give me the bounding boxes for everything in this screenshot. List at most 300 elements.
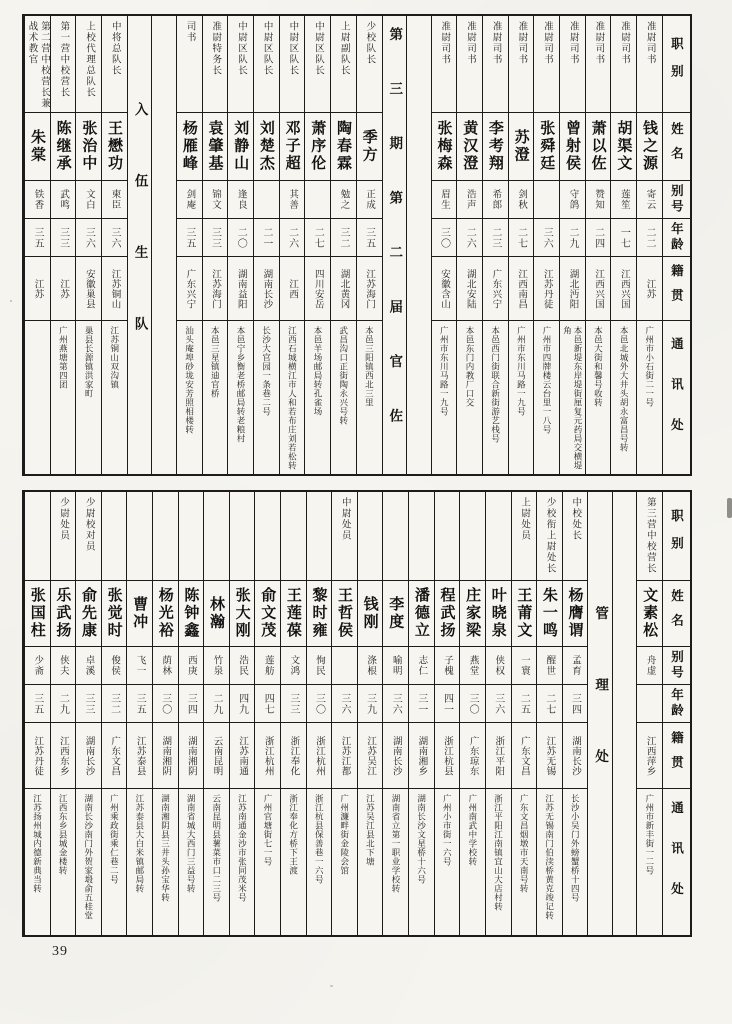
record-column — [357, 492, 383, 935]
native-place-text: 江苏 — [32, 278, 43, 299]
cell-alias — [281, 646, 306, 684]
name-text: 乐武扬 — [54, 587, 72, 640]
cell-position — [435, 492, 460, 580]
age-text: 四七 — [262, 692, 274, 715]
cell-age — [512, 684, 537, 722]
age-text: 三六 — [83, 226, 95, 249]
cell-native-place — [358, 722, 383, 788]
name-text: 邓子超 — [283, 120, 301, 173]
age-text: 三五 — [134, 692, 146, 715]
cell-name — [486, 580, 511, 646]
record-column — [636, 492, 662, 935]
age-text: 三二 — [108, 692, 120, 715]
position-text: 准尉司书 — [490, 21, 501, 65]
record-column — [178, 492, 204, 935]
cell-name — [76, 112, 101, 180]
scan-artifact — [727, 498, 732, 518]
position-text: 中将总队长 — [109, 21, 120, 76]
cell-position — [637, 16, 662, 112]
address-text: 湖南湘阴县三井头孙宝华转 — [160, 794, 171, 902]
record-column — [253, 16, 279, 474]
age-text: 三九 — [364, 692, 376, 715]
cell-position — [509, 16, 534, 112]
address-text: 本邑羊场邮局转孔雀场 — [313, 326, 324, 416]
cell-position — [255, 492, 280, 580]
section-label-cell — [128, 16, 152, 474]
cell-alias — [537, 646, 562, 684]
record-column — [610, 16, 636, 474]
record-column — [126, 492, 152, 935]
cell-address — [281, 788, 306, 935]
alias-text: 一寰 — [518, 655, 529, 676]
address-text: 湖南省立第一职业学校转 — [391, 794, 402, 893]
address-text: 武昌沟口正街陶永兴号转 — [338, 326, 349, 425]
alias-text: 飞一 — [134, 655, 145, 676]
age-text: 二五 — [518, 692, 530, 715]
age-text: 三五 — [363, 226, 375, 249]
alias-text: 勉之 — [338, 189, 349, 210]
address-text: 浙江平阳江南镇宜山大店村转 — [493, 794, 504, 911]
section-label: 第三期第二届官佐 — [387, 27, 403, 463]
name-text: 潘德立 — [412, 587, 430, 640]
cell-name — [228, 112, 253, 180]
cell-position — [228, 16, 253, 112]
column-header — [663, 492, 690, 580]
cell-name — [281, 580, 306, 646]
cell-alias — [177, 180, 202, 218]
cell-address — [280, 320, 305, 474]
alias-text: 莲笙 — [618, 189, 629, 210]
record-column — [280, 492, 306, 935]
cell-address — [51, 788, 76, 935]
cell-address — [76, 320, 101, 474]
cell-name — [254, 112, 279, 180]
cell-address — [204, 788, 229, 935]
name-text: 袁肇基 — [206, 120, 224, 173]
native-place-text: 浙江杭州 — [262, 735, 273, 776]
name-text: 张治中 — [80, 120, 98, 173]
cell-alias — [76, 180, 101, 218]
native-place-text: 四川安岳 — [312, 268, 323, 309]
age-text: 三一 — [415, 692, 427, 715]
age-text: 三〇 — [438, 226, 450, 249]
age-text: 二六 — [464, 226, 476, 249]
cell-name — [357, 112, 382, 180]
cell-name — [127, 580, 152, 646]
native-place-text: 广东文昌 — [109, 735, 120, 776]
cell-position — [563, 492, 588, 580]
cell-native-place — [280, 256, 305, 320]
cell-name — [509, 112, 534, 180]
native-place-text: 广东琼东 — [467, 735, 478, 776]
age-text: 二六 — [286, 226, 298, 249]
cell-name — [560, 112, 585, 180]
name-text: 黄汉澄 — [461, 120, 479, 173]
cell-position — [76, 492, 101, 580]
cell-address — [25, 788, 50, 935]
age-text: 三四 — [185, 692, 197, 715]
page-number: 39 — [52, 944, 68, 959]
cell-native-place — [460, 722, 485, 788]
age-text: 三五 — [31, 692, 43, 715]
name-text: 萧序伦 — [309, 120, 327, 173]
age-text: 三六 — [492, 692, 504, 715]
cell-native-place — [76, 722, 101, 788]
record-column — [485, 492, 511, 935]
record-column — [562, 492, 588, 935]
alias-text: 浩民 — [237, 655, 248, 676]
cell-name — [483, 112, 508, 180]
record-column — [511, 492, 537, 935]
position-text: 司书 — [184, 21, 195, 43]
alias-text: 涤根 — [365, 655, 376, 676]
address-text: 江苏吴江县北下塘 — [365, 794, 376, 866]
cell-position — [102, 16, 127, 112]
cell-address — [230, 788, 255, 935]
position-text: 准尉特务长 — [210, 21, 221, 76]
cell-alias — [563, 646, 588, 684]
address-text: 湖南省城大西门三益号转 — [186, 794, 197, 893]
native-place-text: 湖南益阳 — [235, 268, 246, 309]
address-text: 广州燕塘第四团 — [58, 326, 69, 389]
cell-name — [102, 112, 127, 180]
cell-position — [153, 492, 178, 580]
cell-name — [307, 580, 332, 646]
cell-alias — [204, 646, 229, 684]
age-text: 一七 — [618, 226, 630, 249]
cell-age — [435, 684, 460, 722]
record-column — [382, 492, 408, 935]
position-text: 第一营中校营长 — [58, 21, 69, 98]
native-place-text: 湖北黄冈 — [338, 268, 349, 309]
cell-address — [409, 788, 434, 935]
native-place-text: 江苏海门 — [364, 268, 375, 309]
alias-text: 莲舫 — [262, 655, 273, 676]
name-text: 季方 — [360, 129, 378, 164]
cell-native-place — [332, 722, 357, 788]
cell-age — [331, 218, 356, 256]
address-text: 广州市小石街二一号 — [644, 326, 655, 407]
record-column — [101, 492, 127, 935]
cell-position — [51, 492, 76, 580]
address-text: 本邑北城外大井头胡永富昌号转 — [619, 326, 630, 452]
native-place-text: 湖北安陆 — [464, 268, 475, 309]
cell-age — [332, 684, 357, 722]
cell-age — [483, 218, 508, 256]
position-text: 中尉处员 — [339, 497, 350, 541]
alias-text: 武鸣 — [58, 189, 69, 210]
age-text: 三三 — [57, 226, 69, 249]
native-place-text: 江苏 — [58, 278, 69, 299]
cell-age — [432, 218, 457, 256]
cell-name — [637, 580, 662, 646]
column-header — [663, 112, 690, 180]
cell-name — [358, 580, 383, 646]
position-text: 中尉区队长 — [313, 21, 324, 76]
alias-text: 守鸽 — [567, 189, 578, 210]
cell-age — [534, 218, 559, 256]
native-place-text: 江苏丹徒 — [32, 735, 43, 776]
cell-address — [563, 788, 588, 935]
native-place-text: 湖南湘阴 — [160, 735, 171, 776]
position-text: 准尉司书 — [593, 21, 604, 65]
position-text: 第三营中校营长 — [644, 497, 655, 574]
cell-alias — [102, 180, 127, 218]
cell-age — [76, 218, 101, 256]
cell-position — [486, 492, 511, 580]
cell-native-place — [153, 722, 178, 788]
cell-native-place — [611, 256, 636, 320]
cell-native-place — [483, 256, 508, 320]
cell-position — [307, 492, 332, 580]
age-text: 三五 — [183, 226, 195, 249]
cell-age — [537, 684, 562, 722]
header-column — [662, 492, 690, 935]
cell-age — [203, 218, 228, 256]
name-text: 张梅森 — [435, 120, 453, 173]
cell-alias — [457, 180, 482, 218]
record-column — [254, 492, 280, 935]
alias-text: 少斋 — [32, 655, 43, 676]
address-text: 浙江奉化方桥下王渡 — [288, 794, 299, 875]
cell-address — [203, 320, 228, 474]
address-text: 广州市东川马路一九号 — [516, 326, 527, 416]
name-text: 林瀚 — [208, 596, 225, 631]
alias-text: 西庚 — [185, 655, 196, 676]
cell-position — [177, 16, 202, 112]
section-divider — [382, 16, 431, 474]
cell-age — [611, 218, 636, 256]
column-header — [663, 788, 690, 935]
native-place-text: 浙江杭州 — [313, 735, 324, 776]
age-text: 三六 — [339, 692, 351, 715]
column-header — [663, 722, 690, 788]
position-text: 准尉司书 — [439, 21, 450, 65]
address-text: 江苏南通金沙市张同茂米号 — [237, 794, 248, 902]
column-header — [663, 16, 690, 112]
cell-alias — [509, 180, 534, 218]
position-text: 准尉司书 — [644, 21, 655, 65]
record-column — [75, 16, 101, 474]
cell-alias — [51, 646, 76, 684]
cell-alias — [483, 180, 508, 218]
header-column — [662, 16, 690, 474]
alias-text: 剑庵 — [184, 189, 195, 210]
column-header — [663, 580, 690, 646]
cell-age — [102, 218, 127, 256]
column-header-label: 通讯处 — [669, 336, 684, 459]
cell-position — [357, 16, 382, 112]
alias-text: 寄云 — [644, 189, 655, 210]
cell-alias — [305, 180, 330, 218]
cell-native-place — [51, 256, 76, 320]
alias-text: 燕堂 — [467, 655, 478, 676]
cell-position — [332, 492, 357, 580]
age-text: 二七 — [312, 226, 324, 249]
record-column — [24, 492, 50, 935]
column-header-label: 籍贯 — [669, 731, 684, 780]
cell-native-place — [383, 722, 408, 788]
position-text: 准尉司书 — [567, 21, 578, 65]
cell-position — [512, 492, 537, 580]
section-label: 管理处 — [593, 606, 609, 821]
native-place-text: 湖南长沙 — [83, 735, 94, 776]
alias-text: 文鸿 — [288, 655, 299, 676]
position-text: 准尉司书 — [619, 21, 630, 65]
column-header — [663, 646, 690, 684]
cell-age — [127, 684, 152, 722]
cell-name — [611, 112, 636, 180]
cell-address — [228, 320, 253, 474]
cell-native-place — [586, 256, 611, 320]
column-header-label: 别号 — [669, 184, 684, 215]
native-place-text: 江西萍乡 — [644, 735, 655, 776]
alias-text: 孟育 — [570, 655, 581, 676]
address-text: 江苏泰县大白米镇邮局转 — [134, 794, 145, 893]
cell-alias — [179, 646, 204, 684]
empty-cell — [151, 16, 176, 474]
name-text: 俞先康 — [79, 587, 97, 640]
cell-position — [179, 492, 204, 580]
alias-text: 浩声 — [464, 189, 475, 210]
cell-age — [357, 218, 382, 256]
cell-address — [255, 788, 280, 935]
address-text: 长沙大官园一条巷二号 — [261, 326, 272, 416]
native-place-text: 江苏丹徒 — [541, 268, 552, 309]
cell-native-place — [512, 722, 537, 788]
cell-address — [534, 320, 559, 474]
address-text: 广州濂畔街金陵会馆 — [339, 794, 350, 875]
record-column — [24, 16, 50, 474]
cell-native-place — [25, 722, 50, 788]
cell-age — [457, 218, 482, 256]
position-text: 第二营中校营长兼战术教官 — [26, 21, 49, 109]
name-text: 杨雁峰 — [180, 120, 198, 173]
cell-address — [25, 320, 50, 474]
record-column — [482, 16, 508, 474]
age-text: 三二 — [337, 226, 349, 249]
column-header — [663, 218, 690, 256]
cell-age — [230, 684, 255, 722]
address-text: 长沙小吴门外螃蟹桥十四号 — [570, 794, 581, 902]
cell-age — [460, 684, 485, 722]
cell-native-place — [230, 722, 255, 788]
record-column — [585, 16, 611, 474]
cell-age — [204, 684, 229, 722]
name-text: 王懋功 — [106, 120, 123, 173]
cell-position — [25, 16, 50, 112]
native-place-text: 江西南昌 — [516, 268, 527, 309]
cell-name — [332, 580, 357, 646]
cell-native-place — [435, 722, 460, 788]
name-text: 王哲侯 — [336, 587, 354, 640]
cell-address — [383, 788, 408, 935]
cell-position — [383, 492, 408, 580]
age-text: 二三 — [489, 226, 501, 249]
cell-age — [305, 218, 330, 256]
cell-alias — [460, 646, 485, 684]
name-text: 张大刚 — [233, 587, 251, 640]
record-column — [176, 16, 202, 474]
record-column — [330, 16, 356, 474]
cell-position — [51, 16, 76, 112]
cell-alias — [25, 180, 50, 218]
cell-name — [563, 580, 588, 646]
cell-alias — [637, 646, 662, 684]
alias-text: 卓溪 — [83, 655, 94, 676]
age-text: 四一 — [441, 692, 453, 715]
alias-text: 侠夫 — [57, 655, 68, 676]
address-text: 江苏铜山双沟镇 — [109, 326, 120, 389]
native-place-text: 广东兴宁 — [490, 268, 501, 309]
cell-alias — [409, 646, 434, 684]
name-text: 曹冲 — [131, 596, 149, 631]
alias-text: 恂民 — [313, 655, 324, 676]
column-header-label: 年龄 — [669, 222, 684, 253]
cell-native-place — [127, 722, 152, 788]
position-text: 准尉司书 — [516, 21, 527, 65]
cell-address — [357, 320, 382, 474]
cell-name — [534, 112, 559, 180]
cell-address — [305, 320, 330, 474]
address-text: 本邑东门内教厂口交 — [464, 326, 475, 407]
address-text: 本邑宁乡衡老桥邮局转老粮村 — [235, 326, 246, 443]
cell-alias — [332, 646, 357, 684]
cell-address — [460, 788, 485, 935]
address-text: 本邑三阳镇西北三里 — [364, 326, 375, 407]
cell-name — [537, 580, 562, 646]
position-text: 上尉处员 — [519, 497, 530, 541]
cell-age — [280, 218, 305, 256]
cell-alias — [357, 180, 382, 218]
cell-native-place — [486, 722, 511, 788]
column-header-label: 别号 — [669, 650, 684, 681]
record-column — [434, 492, 460, 935]
position-text: 少尉处员 — [58, 497, 69, 541]
alias-text: 铁香 — [32, 189, 43, 210]
position-text: 少校衔上尉处长 — [544, 497, 555, 574]
cell-name — [230, 580, 255, 646]
position-text: 中校处长 — [570, 497, 581, 541]
alias-text: 锦文 — [210, 189, 221, 210]
record-column — [408, 492, 434, 935]
cell-address — [76, 788, 101, 935]
cell-alias — [254, 180, 279, 218]
cell-position — [409, 492, 434, 580]
cell-position — [560, 16, 585, 112]
cell-address — [512, 788, 537, 935]
address-text: 本邑三星镇迪官桥 — [210, 326, 221, 398]
native-place-text: 江西 — [287, 278, 298, 299]
name-text: 陶春霖 — [334, 120, 352, 173]
native-place-text: 江苏江都 — [339, 735, 350, 776]
cell-age — [383, 684, 408, 722]
native-place-text: 江苏无锡 — [544, 735, 555, 776]
column-header-label: 职别 — [669, 508, 684, 564]
cell-position — [25, 492, 50, 580]
address-text: 江西东乡县城金楼转 — [58, 794, 69, 875]
age-text: 三〇 — [467, 692, 479, 715]
cell-native-place — [179, 722, 204, 788]
alias-text: 柬臣 — [109, 189, 120, 210]
cell-address — [509, 320, 534, 474]
age-text: 二九 — [211, 692, 222, 715]
cell-native-place — [177, 256, 202, 320]
position-text: 准尉司书 — [542, 21, 552, 65]
cell-position — [586, 16, 611, 112]
cell-address — [457, 320, 482, 474]
address-text: 江苏扬州城内德新典当转 — [32, 794, 43, 893]
